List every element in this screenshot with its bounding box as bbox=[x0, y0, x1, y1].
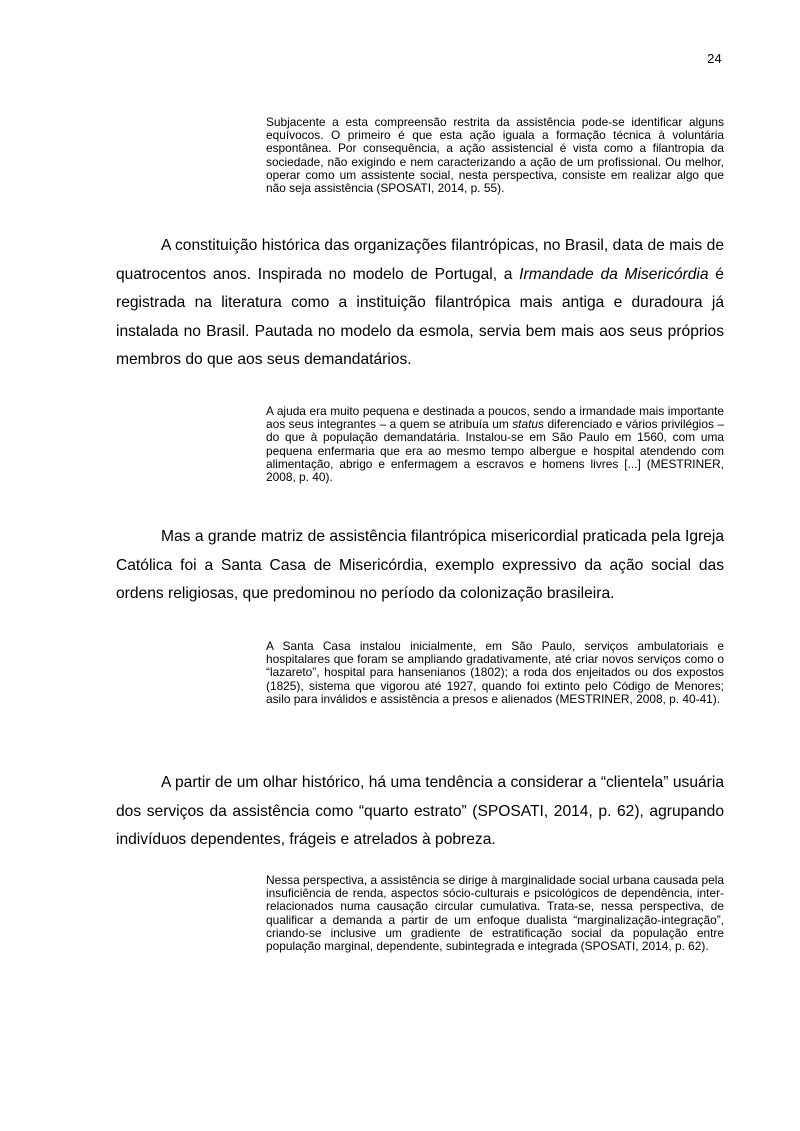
quote-text: A ajuda era muito pequena e destinada a poucos, sendo a irmandade mais importante aos seus integrantes – a quem se atribuía um bbox=[266, 404, 724, 432]
block-quote-mestriner-40 bbox=[266, 405, 724, 484]
block-quote-mestriner-40-41: A Santa Casa instalou inicialmente, em São Paulo, serviços ambulatoriais e hospitalares que foram se ampliando gradativamente, até criar novos serviços como o “lazareto”, hospital para hansenianos (1802); a roda dos enjeitados ou dos expostos (1825), sistema que vigorou até 1927, quando foi extinto pelo Código de Menores; asilo para inválidos e assistência a presos e alienados (MESTRINER, 2008, p. 40-41). bbox=[266, 639, 724, 706]
paragraph-text: é registrada na literatura como a instituição filantrópica mais antiga e duradoura já instalada no Brasil. Pautada no modelo da esmola, servia bem mais aos seus próprios membros do que aos seus demandatários. bbox=[116, 265, 724, 368]
block-quote-sposati-55: Subjacente a esta compreensão restrita da assistência pode-se identificar alguns equívocos. O primeiro é que esta ação iguala a formação técnica à voluntária espontânea. Por consequência, a ação assistencial é vista como a filantropia da sociedade, não exigindo e nem caracterizando a ação de um profissional. Ou melhor, operar como um assistente social, nesta perspectiva, consiste em realizar algo que não seja assistência (SPOSATI, 2014, p. 55). bbox=[266, 115, 724, 196]
quote-text: diferenciado e vários privilégios – do que à população demandatária. Instalou-se em São Paulo em 1560, com uma pequena enfermaria que era ao mesmo tempo albergue e hospital atendendo com alimentação, abrigo e enfermagem a escravos e homens livres [...] (MESTRINER, 2008, p. 40). bbox=[266, 417, 724, 485]
emphasis-irmandade: Irmandade da Misericórdia bbox=[519, 265, 709, 283]
paragraph-historical-view: A partir de um olhar histórico, há uma tendência a considerar a “clientela” usuária dos serviços da assistência como “quarto estrato” (SPOSATI, 2014, p. 62), agrupando indivíduos dependentes, frágeis e atrelados à pobreza. bbox=[116, 774, 724, 848]
block-quote-sposati-62: Nessa perspectiva, a assistência se dirige à marginalidade social urbana causada pela insuficiência de renda, aspectos sócio-culturais e psicológicos de dependência, inter-relacionados numa causação circular cumulativa. Trata-se, nessa perspectiva, de qualificar a demanda a partir de um enfoque dualista “marginalização-integração”, criando-se inclusive um gradiente de estratificação social da população entre população marginal, dependente, subintegrada e integrada (SPOSATI, 2014, p. 62). bbox=[266, 873, 724, 954]
paragraph-santa-casa: Mas a grande matriz de assistência filantrópica misericordial praticada pela Igreja Católica foi a Santa Casa de Misericórdia, exemplo expressivo da ação social das ordens religiosas, que predominou no período da colonização brasileira. bbox=[116, 528, 724, 602]
emphasis-status: status bbox=[512, 417, 544, 432]
paragraph-text: A constituição histórica das organizações filantrópicas, no Brasil, data de mais de quatrocentos anos. Inspirada no modelo de Portugal, a bbox=[116, 237, 724, 283]
page-number: 24 bbox=[707, 51, 722, 66]
paragraph-historical-constitution bbox=[116, 232, 724, 375]
